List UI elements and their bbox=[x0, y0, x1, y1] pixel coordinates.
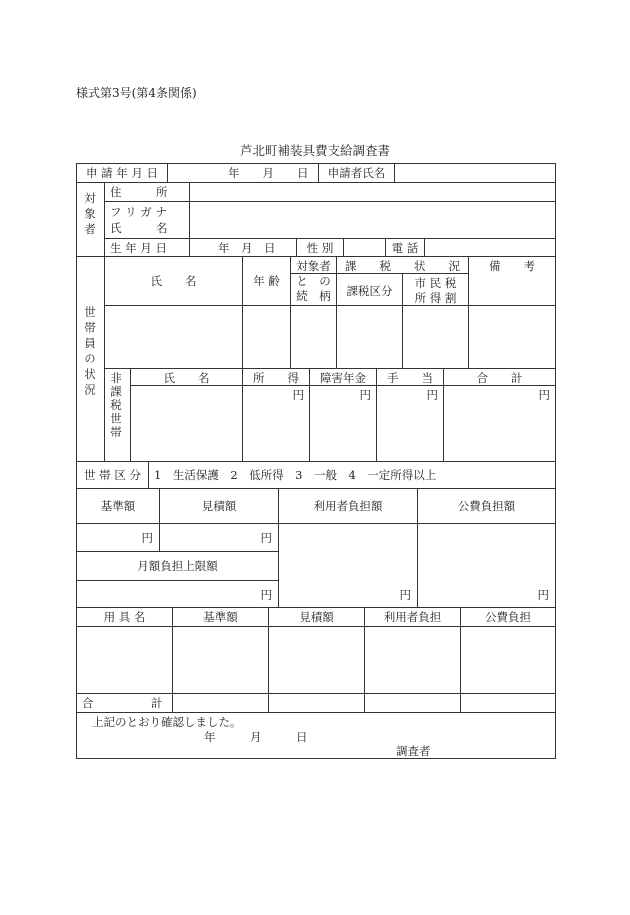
non-taxable-side-label: 非課税世帯 bbox=[109, 372, 123, 440]
document-title: 芦北町補装具費支給調査書 bbox=[239, 143, 390, 158]
birthdate-label: 生 年 月 日 bbox=[110, 241, 167, 255]
monthly-cap-label: 月額負担上限額 bbox=[137, 559, 218, 573]
total-yen: 円 bbox=[538, 388, 550, 402]
investigator-label: 調査者 bbox=[396, 744, 431, 758]
tax-class-col: 課税区分 bbox=[346, 284, 393, 298]
confirmation-date: 年 月 日 bbox=[204, 730, 308, 744]
pension-col: 障害年金 bbox=[320, 371, 366, 385]
item-estimate-col: 見積額 bbox=[299, 610, 334, 624]
total-col: 合 計 bbox=[476, 371, 523, 385]
public-burden-yen: 円 bbox=[537, 588, 549, 602]
relation-col-line3: 続 柄 bbox=[296, 289, 331, 303]
household-side-label: 世帯員の状況 bbox=[83, 306, 97, 399]
income-col: 所 得 bbox=[253, 371, 299, 385]
item-name-col: 用 具 名 bbox=[103, 610, 146, 624]
non-taxable-name-col: 氏 名 bbox=[163, 371, 210, 385]
sex-label: 性 別 bbox=[306, 241, 334, 255]
address-field[interactable] bbox=[190, 185, 555, 199]
form-id: 様式第3号(第4条関係) bbox=[76, 86, 197, 100]
household-name-col: 氏 名 bbox=[150, 274, 197, 288]
item-public-col: 公費負担 bbox=[485, 610, 531, 624]
relation-col-line2: と の bbox=[296, 274, 331, 288]
standard-amount-label: 基準額 bbox=[100, 499, 136, 513]
subject-name-label: 氏 名 bbox=[110, 221, 168, 235]
standard-amount-yen: 円 bbox=[141, 531, 153, 545]
household-age-col: 年 齢 bbox=[253, 274, 280, 288]
remarks-col: 備 考 bbox=[489, 259, 535, 273]
city-tax-col-line1: 市 民 税 bbox=[414, 276, 457, 290]
household-class-options: 1 生活保護 2 低所得 3 一般 4 一定所得以上 bbox=[154, 468, 437, 482]
estimate-amount-yen: 円 bbox=[260, 531, 272, 545]
item-user-col: 利用者負担 bbox=[383, 610, 442, 624]
items-total-label: 合 計 bbox=[82, 696, 163, 710]
address-label: 住 所 bbox=[110, 185, 168, 199]
city-tax-col-line2: 所 得 割 bbox=[414, 291, 457, 305]
monthly-cap-yen: 円 bbox=[260, 588, 272, 602]
birthdate-blank: 年 月 日 bbox=[218, 241, 276, 255]
allowance-col: 手 当 bbox=[387, 371, 433, 385]
estimate-amount-label: 見積額 bbox=[201, 499, 237, 513]
subject-side-label: 対象者 bbox=[83, 192, 97, 239]
subject-name-field[interactable] bbox=[190, 205, 555, 235]
confirmation-text: 上記のとおり確認しました。 bbox=[92, 715, 242, 729]
application-date-label: 申 請 年 月 日 bbox=[85, 166, 159, 180]
allowance-yen: 円 bbox=[426, 388, 438, 402]
relation-col-line1: 対象者 bbox=[296, 259, 331, 273]
household-class-label: 世 帯 区 分 bbox=[84, 468, 141, 482]
user-burden-yen: 円 bbox=[399, 588, 411, 602]
applicant-name-field[interactable] bbox=[395, 166, 555, 180]
application-date-blank: 年 月 日 bbox=[228, 166, 309, 180]
pension-yen: 円 bbox=[359, 388, 371, 402]
public-burden-label: 公費負担額 bbox=[457, 499, 516, 513]
income-yen: 円 bbox=[292, 388, 304, 402]
item-standard-col: 基準額 bbox=[203, 610, 238, 624]
user-burden-label: 利用者負担額 bbox=[313, 499, 383, 513]
phone-label: 電 話 bbox=[391, 241, 419, 255]
furigana-label: フ リ ガ ナ bbox=[110, 205, 167, 219]
applicant-name-label: 申請者氏名 bbox=[327, 166, 386, 180]
tax-status-col: 課 税 状 況 bbox=[345, 259, 460, 273]
